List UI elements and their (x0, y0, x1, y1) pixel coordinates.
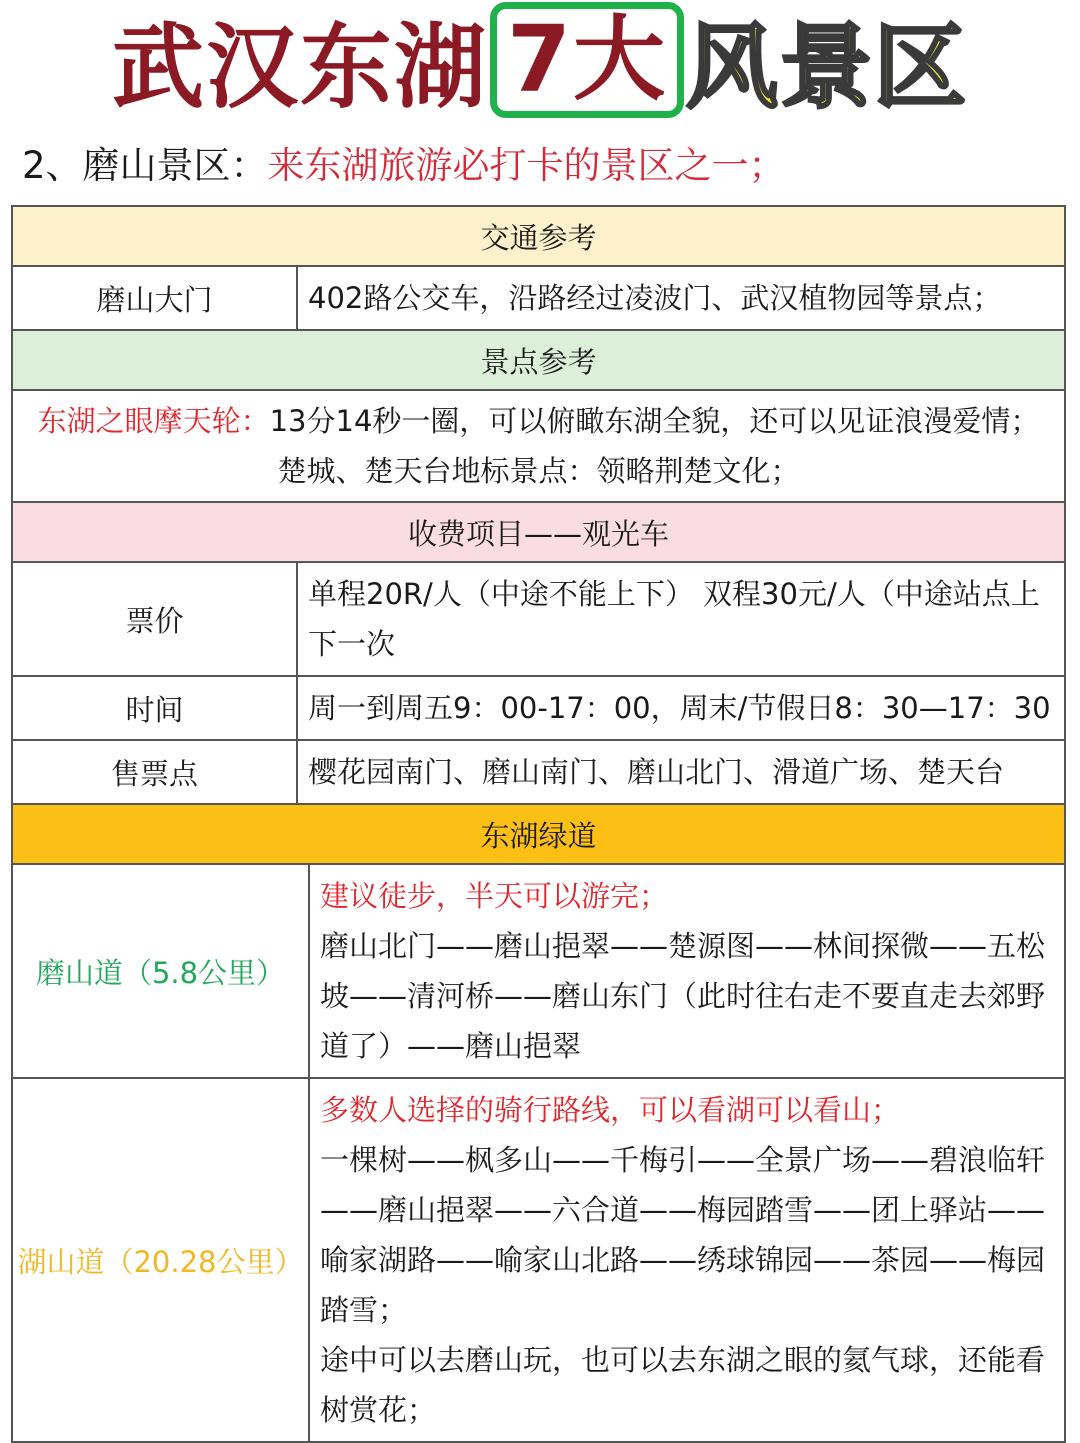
ticket-value: 樱花园南门、磨山南门、磨山北门、滑道广场、楚天台 (297, 740, 1065, 804)
hushan-tip: 多数人选择的骑行路线，可以看湖可以看山； (320, 1093, 901, 1127)
moshan-route: 磨山北门——磨山挹翠——楚源图——林间探微——五松坡——清河桥——磨山东门（此时往右走不要直走去郊野道了）——磨山挹翠 (320, 929, 1046, 1063)
hushan-cell (309, 1078, 1065, 1442)
gate-value: 402路公交车，沿路经过凌波门、武汉植物园等景点； (297, 266, 1065, 330)
moshan-cell (309, 864, 1065, 1078)
info-table (11, 205, 1066, 1443)
time-label: 时间 (12, 676, 297, 740)
gate-label: 磨山大门 (12, 266, 297, 330)
subtitle-desc: 来东湖旅游必打卡的景区之一； (267, 144, 786, 187)
section-subtitle (22, 138, 786, 194)
fees-heading: 收费项目——观光车 (12, 502, 1065, 562)
transport-heading: 交通参考 (12, 206, 1065, 266)
page-title (0, 0, 1080, 120)
hushan-label: 湖山道（20.28公里） (12, 1078, 309, 1442)
ferris-value: 13分14秒一圈，可以俯瞰东湖全貌，还可以见证浪漫爱情； (269, 404, 1040, 438)
greenway-heading: 东湖绿道 (12, 804, 1065, 864)
ticket-label: 售票点 (12, 740, 297, 804)
ferris-label: 东湖之眼摩天轮： (37, 404, 270, 438)
moshan-tip: 建议徒步，半天可以游完； (320, 879, 669, 913)
moshan-label: 磨山道（5.8公里） (12, 864, 309, 1078)
hushan-route: 一棵树——枫多山——千梅引——全景广场——碧浪临轩——磨山挹翠——六合道——梅园踏雪——团上驿站——喻家湖路——喻家山北路——绣球锦园——茶园——梅园踏雪； (320, 1143, 1046, 1327)
price-value: 单程20R/人（中途不能上下） 双程30元/人（中途站点上下一次 (297, 562, 1065, 676)
chucheng-line: 楚城、楚天台地标景点：领略荆楚文化； (277, 454, 800, 488)
time-value: 周一到周五9：00-17：00，周末/节假日8：30—17：30 (297, 676, 1065, 740)
subtitle-label: 2、磨山景区： (22, 144, 268, 187)
spots-cell (12, 390, 1065, 502)
spots-heading: 景点参考 (12, 330, 1065, 390)
title-part-wuhan-donghu: 武汉东湖 (111, 14, 488, 121)
price-label: 票价 (12, 562, 297, 676)
hushan-note: 途中可以去磨山玩，也可以去东湖之眼的氦气球，还能看树赏花； (320, 1343, 1046, 1427)
title-part-scenic-area: 风景区 (686, 14, 969, 121)
title-part-seven-boxed: 7大 (490, 2, 684, 118)
